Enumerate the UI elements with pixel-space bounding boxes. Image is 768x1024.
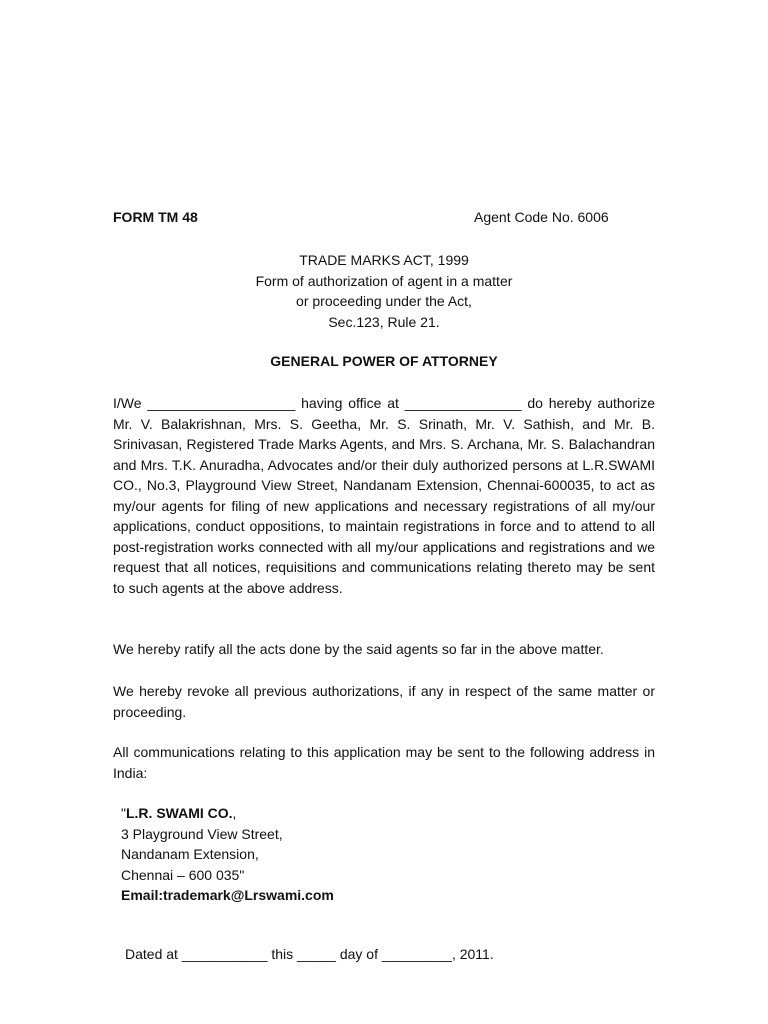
authorization-paragraph: I/We ___________________ having office at _______________ do hereby authorize Mr. V. Balakrishnan, Mrs. S. Geetha, Mr. S. Srinath, Mr. V. Sathish, and Mr. B. Srinivasan, Registered Trade Marks Agents, and Mrs. S. Archana, Mr. S. Balachandran and Mrs. T.K. Anuradha, Advocates and/or their duly authorized persons at L.R.SWAMI CO., No.3, Playground View Street, Nandanam Extension, Chennai-600035, to act as my/our agents for filing of new applications and necessary registrations of all my/our applications, conduct oppositions, to maintain registrations in force and to attend to all post-registration works connected with all my/our applications and registrations and we request that all notices, requisitions and communications relating thereto may be sent to such agents at the above address. — [113, 395, 655, 596]
act-title-block — [113, 250, 655, 332]
address-locality: Nandanam Extension, — [121, 846, 259, 862]
address-city: Chennai – 600 035" — [121, 866, 245, 883]
section-rule: Sec.123, Rule 21. — [328, 313, 440, 330]
address-company-line — [121, 803, 334, 824]
company-suffix: , — [232, 805, 237, 821]
communications-paragraph: All communications relating to this application may be sent to the following address in India: — [113, 744, 655, 781]
dated-line: Dated at ___________ this _____ day of _________, 2011. — [125, 946, 494, 962]
revoke-paragraph: We hereby revoke all previous authorizations, if any in respect of the same matter or proceeding. — [113, 683, 655, 720]
form-description-line-2: or proceeding under the Act, — [296, 293, 472, 309]
company-name: L.R. SWAMI CO. — [125, 805, 233, 821]
address-street: 3 Playground View Street, — [121, 825, 283, 842]
address-email: Email:trademark@Lrswami.com — [121, 887, 334, 903]
act-title: TRADE MARKS ACT, 1999 — [299, 252, 469, 268]
form-header — [113, 209, 655, 229]
ratify-paragraph: We hereby ratify all the acts done by the said agents so far in the above matter. — [113, 641, 604, 657]
document-heading: GENERAL POWER OF ATTORNEY — [270, 353, 498, 369]
form-number: FORM TM 48 — [113, 209, 198, 225]
form-description-line-1: Form of authorization of agent in a matter — [255, 272, 513, 289]
address-block — [121, 803, 334, 906]
agent-code: Agent Code No. 6006 — [474, 209, 609, 225]
open-quote: " — [121, 805, 126, 821]
